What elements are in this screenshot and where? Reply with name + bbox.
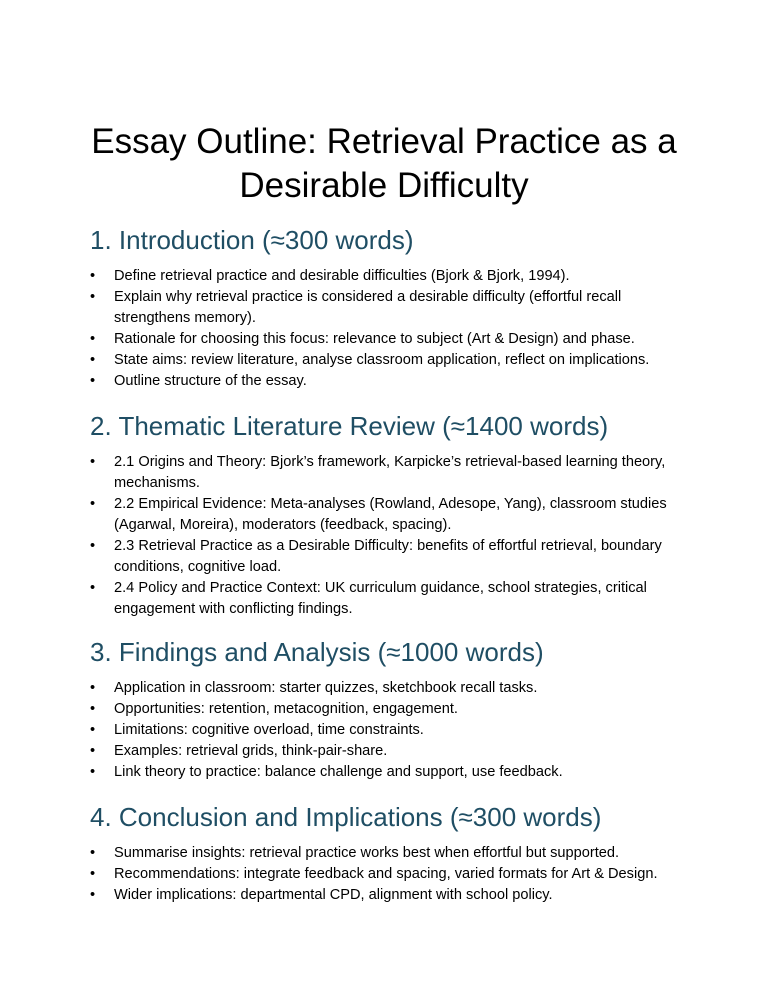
bullet-icon: • bbox=[90, 845, 96, 861]
bullet-icon: • bbox=[90, 289, 96, 305]
bullet-icon: • bbox=[90, 866, 96, 882]
bullet-icon: • bbox=[90, 701, 96, 717]
section-introduction bbox=[90, 224, 690, 392]
list-item: • 2.2 Empirical Evidence: Meta-analyses (Rowland, Adesope, Yang), classroom studies (Agarwal, Moreira), moderators (feedback, spacing). bbox=[90, 496, 667, 533]
section-findings-analysis bbox=[90, 636, 690, 783]
list-item: • State aims: review literature, analyse classroom application, reflect on implications. bbox=[90, 350, 690, 371]
list-item: • Summarise insights: retrieval practice works best when effortful but supported. bbox=[90, 843, 690, 864]
list-item: • 2.4 Policy and Practice Context: UK curriculum guidance, school strategies, critical engagement with conflicting findings. bbox=[90, 580, 647, 617]
list-item: • 2.1 Origins and Theory: Bjork’s framework, Karpicke’s retrieval-based learning theory, mechanisms. bbox=[90, 454, 666, 491]
section-heading: 2. Thematic Literature Review (≈1400 words) bbox=[90, 411, 609, 441]
bullet-list bbox=[90, 266, 690, 392]
bullet-list bbox=[90, 843, 690, 906]
section-literature-review bbox=[90, 410, 690, 620]
section-heading: 3. Findings and Analysis (≈1000 words) bbox=[90, 637, 544, 667]
bullet-icon: • bbox=[90, 352, 96, 368]
list-item: • Outline structure of the essay. bbox=[90, 371, 690, 392]
list-item: • Application in classroom: starter quizzes, sketchbook recall tasks. bbox=[90, 678, 690, 699]
bullet-icon: • bbox=[90, 680, 96, 696]
bullet-list bbox=[90, 678, 690, 783]
list-item: • Limitations: cognitive overload, time constraints. bbox=[90, 720, 690, 741]
list-item: • Examples: retrieval grids, think-pair-share. bbox=[90, 741, 690, 762]
bullet-icon: • bbox=[90, 331, 96, 347]
bullet-icon: • bbox=[90, 743, 96, 759]
page-title-line-1: Essay Outline: Retrieval Practice as a bbox=[91, 122, 677, 161]
list-item: • Recommendations: integrate feedback and spacing, varied formats for Art & Design. bbox=[90, 864, 690, 885]
bullet-icon: • bbox=[90, 887, 96, 903]
list-item: • Explain why retrieval practice is considered a desirable difficulty (effortful recall strengthens memory). bbox=[90, 289, 622, 326]
list-item: • Wider implications: departmental CPD, alignment with school policy. bbox=[90, 885, 690, 906]
bullet-icon: • bbox=[90, 268, 96, 284]
bullet-icon: • bbox=[90, 496, 96, 512]
bullet-icon: • bbox=[90, 538, 96, 554]
bullet-icon: • bbox=[90, 454, 96, 470]
section-conclusion bbox=[90, 801, 690, 906]
bullet-list bbox=[90, 452, 690, 620]
section-heading: 1. Introduction (≈300 words) bbox=[90, 225, 414, 255]
bullet-icon: • bbox=[90, 373, 96, 389]
bullet-icon: • bbox=[90, 580, 96, 596]
bullet-icon: • bbox=[90, 764, 96, 780]
list-item: • Rationale for choosing this focus: relevance to subject (Art & Design) and phase. bbox=[90, 329, 690, 350]
list-item: • Define retrieval practice and desirable difficulties (Bjork & Bjork, 1994). bbox=[90, 266, 690, 287]
list-item: • 2.3 Retrieval Practice as a Desirable Difficulty: benefits of effortful retrieval, boundary conditions, cognitive load. bbox=[90, 538, 662, 575]
section-heading: 4. Conclusion and Implications (≈300 words) bbox=[90, 802, 602, 832]
page-title-line-2: Desirable Difficulty bbox=[239, 166, 529, 205]
bullet-icon: • bbox=[90, 722, 96, 738]
list-item: • Link theory to practice: balance challenge and support, use feedback. bbox=[90, 762, 690, 783]
page-title bbox=[60, 120, 708, 208]
list-item: • Opportunities: retention, metacognition, engagement. bbox=[90, 699, 690, 720]
